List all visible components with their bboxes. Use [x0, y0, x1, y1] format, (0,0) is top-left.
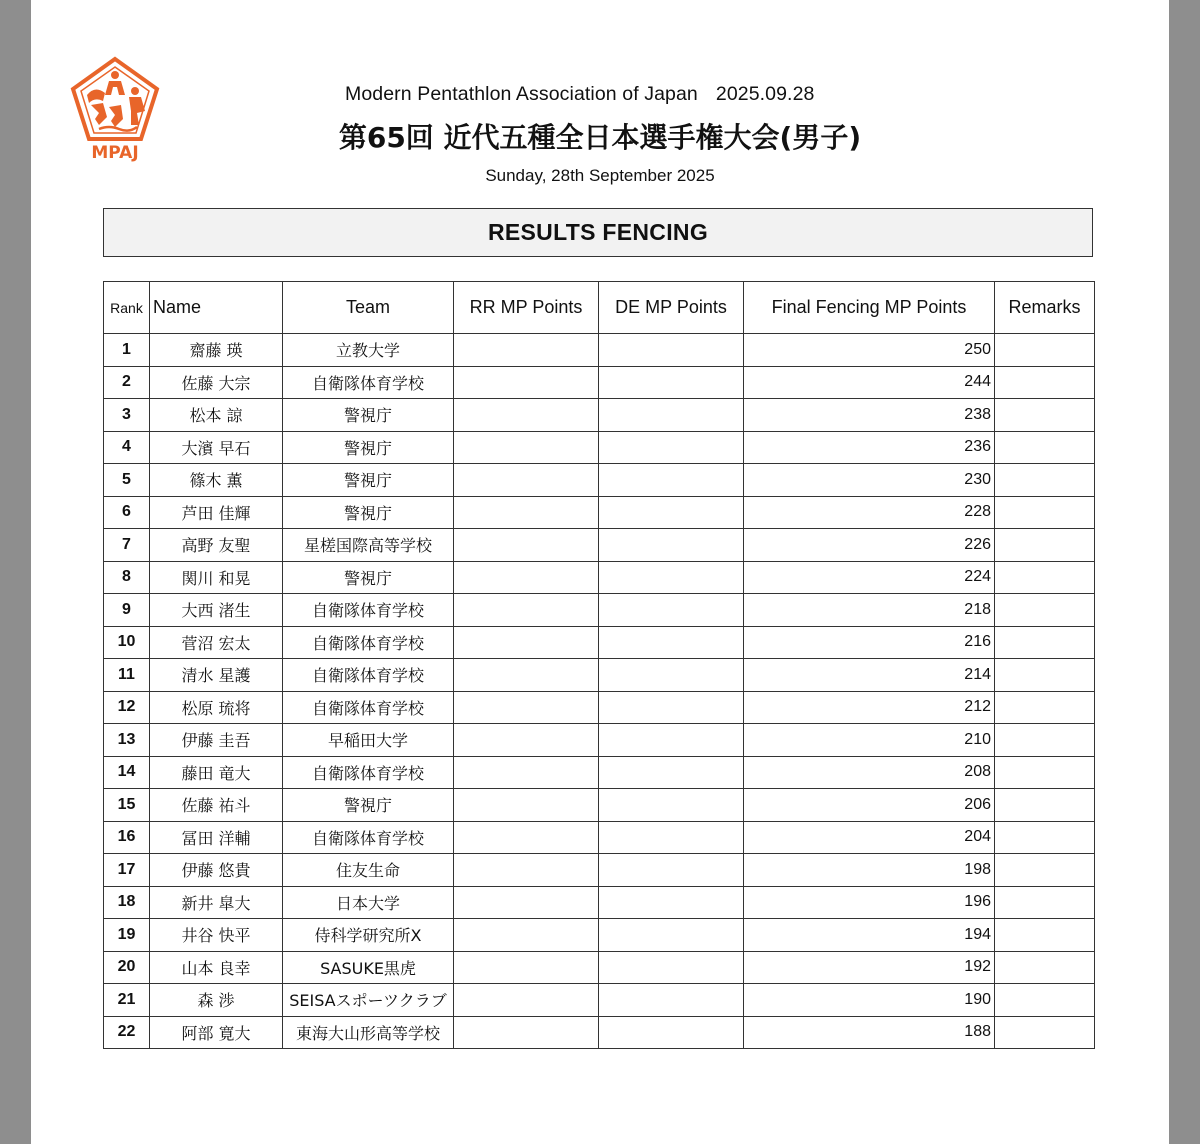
cell-name: 阿部 寛大: [150, 1016, 283, 1049]
cell-remarks: [995, 626, 1095, 659]
cell-team: 警視庁: [283, 789, 454, 822]
cell-final-points: 224: [744, 561, 995, 594]
cell-rank: 5: [104, 464, 150, 497]
cell-de-points: [599, 984, 744, 1017]
cell-remarks: [995, 886, 1095, 919]
cell-de-points: [599, 594, 744, 627]
cell-final-points: 244: [744, 366, 995, 399]
cell-rank: 19: [104, 919, 150, 952]
cell-team: 自衛隊体育学校: [283, 366, 454, 399]
cell-remarks: [995, 756, 1095, 789]
cell-final-points: 238: [744, 399, 995, 432]
cell-remarks: [995, 854, 1095, 887]
cell-remarks: [995, 659, 1095, 692]
cell-rr-points: [454, 789, 599, 822]
cell-name: 伊藤 圭吾: [150, 724, 283, 757]
cell-de-points: [599, 789, 744, 822]
cell-remarks: [995, 951, 1095, 984]
cell-remarks: [995, 594, 1095, 627]
cell-rank: 3: [104, 399, 150, 432]
cell-team: 東海大山形高等学校: [283, 1016, 454, 1049]
cell-final-points: 206: [744, 789, 995, 822]
cell-name: 高野 友聖: [150, 529, 283, 562]
cell-remarks: [995, 431, 1095, 464]
cell-final-points: 216: [744, 626, 995, 659]
table-row: [104, 919, 1095, 952]
table-row: [104, 724, 1095, 757]
cell-team: 侍科学研究所X: [283, 919, 454, 952]
col-header-remarks: Remarks: [995, 282, 1095, 334]
cell-rank: 1: [104, 334, 150, 367]
cell-final-points: 236: [744, 431, 995, 464]
cell-name: 関川 和晃: [150, 561, 283, 594]
cell-rr-points: [454, 756, 599, 789]
cell-de-points: [599, 724, 744, 757]
table-row: [104, 464, 1095, 497]
cell-de-points: [599, 626, 744, 659]
cell-name: 齋藤 瑛: [150, 334, 283, 367]
cell-rr-points: [454, 626, 599, 659]
cell-remarks: [995, 496, 1095, 529]
cell-rank: 6: [104, 496, 150, 529]
cell-rank: 22: [104, 1016, 150, 1049]
cell-team: 自衛隊体育学校: [283, 659, 454, 692]
cell-de-points: [599, 854, 744, 887]
table-row: [104, 561, 1095, 594]
cell-name: 佐藤 祐斗: [150, 789, 283, 822]
cell-rank: 13: [104, 724, 150, 757]
cell-final-points: 198: [744, 854, 995, 887]
cell-rank: 10: [104, 626, 150, 659]
table-row: [104, 886, 1095, 919]
cell-remarks: [995, 334, 1095, 367]
cell-remarks: [995, 691, 1095, 724]
cell-rr-points: [454, 334, 599, 367]
cell-name: 菅沼 宏太: [150, 626, 283, 659]
cell-rank: 17: [104, 854, 150, 887]
cell-remarks: [995, 724, 1095, 757]
cell-final-points: 188: [744, 1016, 995, 1049]
cell-team: SASUKE黒虎: [283, 951, 454, 984]
cell-name: 佐藤 大宗: [150, 366, 283, 399]
cell-rank: 21: [104, 984, 150, 1017]
cell-name: 井谷 快平: [150, 919, 283, 952]
cell-team: 警視庁: [283, 431, 454, 464]
table-row: [104, 529, 1095, 562]
page-title: 第65回 近代五種全日本選手権大会(男子): [338, 121, 862, 154]
cell-rr-points: [454, 659, 599, 692]
cell-rr-points: [454, 464, 599, 497]
cell-name: 冨田 洋輔: [150, 821, 283, 854]
cell-de-points: [599, 886, 744, 919]
table-row: [104, 431, 1095, 464]
cell-name: 新井 皐大: [150, 886, 283, 919]
results-banner: [103, 208, 1093, 257]
cell-team: 警視庁: [283, 561, 454, 594]
cell-remarks: [995, 529, 1095, 562]
organization-name: Modern Pentathlon Association of Japan: [345, 83, 698, 105]
table-row: [104, 789, 1095, 822]
cell-remarks: [995, 366, 1095, 399]
table-row: [104, 951, 1095, 984]
cell-name: 大濱 早石: [150, 431, 283, 464]
cell-team: 日本大学: [283, 886, 454, 919]
cell-remarks: [995, 399, 1095, 432]
cell-final-points: 208: [744, 756, 995, 789]
cell-team: 自衛隊体育学校: [283, 756, 454, 789]
cell-name: 大西 渚生: [150, 594, 283, 627]
cell-de-points: [599, 431, 744, 464]
table-row: [104, 334, 1095, 367]
cell-team: 自衛隊体育学校: [283, 821, 454, 854]
cell-name: 篠木 薫: [150, 464, 283, 497]
cell-rr-points: [454, 496, 599, 529]
cell-team: SEISAスポーツクラブ: [283, 984, 454, 1017]
cell-rank: 15: [104, 789, 150, 822]
cell-final-points: 228: [744, 496, 995, 529]
cell-de-points: [599, 334, 744, 367]
cell-team: 立教大学: [283, 334, 454, 367]
cell-name: 清水 星護: [150, 659, 283, 692]
banner-label: RESULTS FENCING: [487, 219, 709, 245]
cell-name: 松本 諒: [150, 399, 283, 432]
cell-final-points: 212: [744, 691, 995, 724]
cell-team: 自衛隊体育学校: [283, 594, 454, 627]
cell-rr-points: [454, 1016, 599, 1049]
cell-remarks: [995, 789, 1095, 822]
cell-name: 藤田 竜大: [150, 756, 283, 789]
cell-rr-points: [454, 691, 599, 724]
cell-final-points: 218: [744, 594, 995, 627]
cell-rr-points: [454, 529, 599, 562]
cell-rank: 4: [104, 431, 150, 464]
cell-rr-points: [454, 431, 599, 464]
cell-rank: 14: [104, 756, 150, 789]
cell-de-points: [599, 821, 744, 854]
organization-line: [345, 83, 814, 106]
cell-de-points: [599, 659, 744, 692]
page-subtitle: Sunday, 28th September 2025: [485, 166, 715, 185]
cell-rr-points: [454, 854, 599, 887]
cell-rr-points: [454, 724, 599, 757]
cell-de-points: [599, 919, 744, 952]
table-row: [104, 821, 1095, 854]
cell-de-points: [599, 464, 744, 497]
cell-rank: 18: [104, 886, 150, 919]
event-date: 2025.09.28: [715, 83, 815, 105]
cell-final-points: 190: [744, 984, 995, 1017]
cell-remarks: [995, 821, 1095, 854]
cell-name: 芦田 佳輝: [150, 496, 283, 529]
cell-remarks: [995, 984, 1095, 1017]
cell-rr-points: [454, 594, 599, 627]
cell-de-points: [599, 496, 744, 529]
cell-remarks: [995, 919, 1095, 952]
table-row: [104, 366, 1095, 399]
cell-rank: 2: [104, 366, 150, 399]
cell-team: 自衛隊体育学校: [283, 626, 454, 659]
results-table: [103, 281, 1095, 1049]
cell-de-points: [599, 691, 744, 724]
cell-team: 自衛隊体育学校: [283, 691, 454, 724]
document-page: [31, 0, 1169, 1144]
cell-final-points: 214: [744, 659, 995, 692]
cell-rank: 16: [104, 821, 150, 854]
col-header-final-points: Final Fencing MP Points: [744, 282, 995, 334]
cell-rr-points: [454, 821, 599, 854]
cell-rank: 11: [104, 659, 150, 692]
cell-rr-points: [454, 561, 599, 594]
cell-team: 星槎国際高等学校: [283, 529, 454, 562]
table-row: [104, 659, 1095, 692]
col-header-de-points: DE MP Points: [599, 282, 744, 334]
cell-final-points: 250: [744, 334, 995, 367]
cell-rr-points: [454, 366, 599, 399]
cell-team: 警視庁: [283, 399, 454, 432]
cell-rr-points: [454, 886, 599, 919]
cell-name: 山本 良幸: [150, 951, 283, 984]
cell-team: 住友生命: [283, 854, 454, 887]
cell-name: 森 渉: [150, 984, 283, 1017]
cell-de-points: [599, 951, 744, 984]
cell-final-points: 196: [744, 886, 995, 919]
cell-rr-points: [454, 951, 599, 984]
cell-de-points: [599, 529, 744, 562]
cell-team: 警視庁: [283, 496, 454, 529]
cell-rr-points: [454, 919, 599, 952]
table-row: [104, 984, 1095, 1017]
col-header-name: Name: [150, 282, 283, 334]
cell-de-points: [599, 756, 744, 789]
col-header-team: Team: [283, 282, 454, 334]
cell-rank: 8: [104, 561, 150, 594]
col-header-rr-points: RR MP Points: [454, 282, 599, 334]
cell-rank: 9: [104, 594, 150, 627]
cell-team: 警視庁: [283, 464, 454, 497]
cell-final-points: 210: [744, 724, 995, 757]
table-row: [104, 626, 1095, 659]
table-row: [104, 1016, 1095, 1049]
cell-rr-points: [454, 984, 599, 1017]
cell-name: 松原 琉将: [150, 691, 283, 724]
table-row: [104, 854, 1095, 887]
cell-rr-points: [454, 399, 599, 432]
table-row: [104, 496, 1095, 529]
cell-remarks: [995, 561, 1095, 594]
cell-rank: 7: [104, 529, 150, 562]
cell-final-points: 194: [744, 919, 995, 952]
cell-de-points: [599, 399, 744, 432]
table-row: [104, 756, 1095, 789]
cell-final-points: 192: [744, 951, 995, 984]
cell-de-points: [599, 561, 744, 594]
table-header-row: [104, 282, 1095, 334]
svg-text:MPAJ: MPAJ: [91, 143, 139, 163]
cell-final-points: 230: [744, 464, 995, 497]
cell-rank: 12: [104, 691, 150, 724]
cell-de-points: [599, 366, 744, 399]
cell-remarks: [995, 1016, 1095, 1049]
cell-remarks: [995, 464, 1095, 497]
table-row: [104, 399, 1095, 432]
cell-final-points: 204: [744, 821, 995, 854]
cell-team: 早稲田大学: [283, 724, 454, 757]
cell-name: 伊藤 悠貴: [150, 854, 283, 887]
cell-de-points: [599, 1016, 744, 1049]
cell-final-points: 226: [744, 529, 995, 562]
table-row: [104, 691, 1095, 724]
cell-rank: 20: [104, 951, 150, 984]
col-header-rank: Rank: [104, 282, 150, 334]
table-row: [104, 594, 1095, 627]
